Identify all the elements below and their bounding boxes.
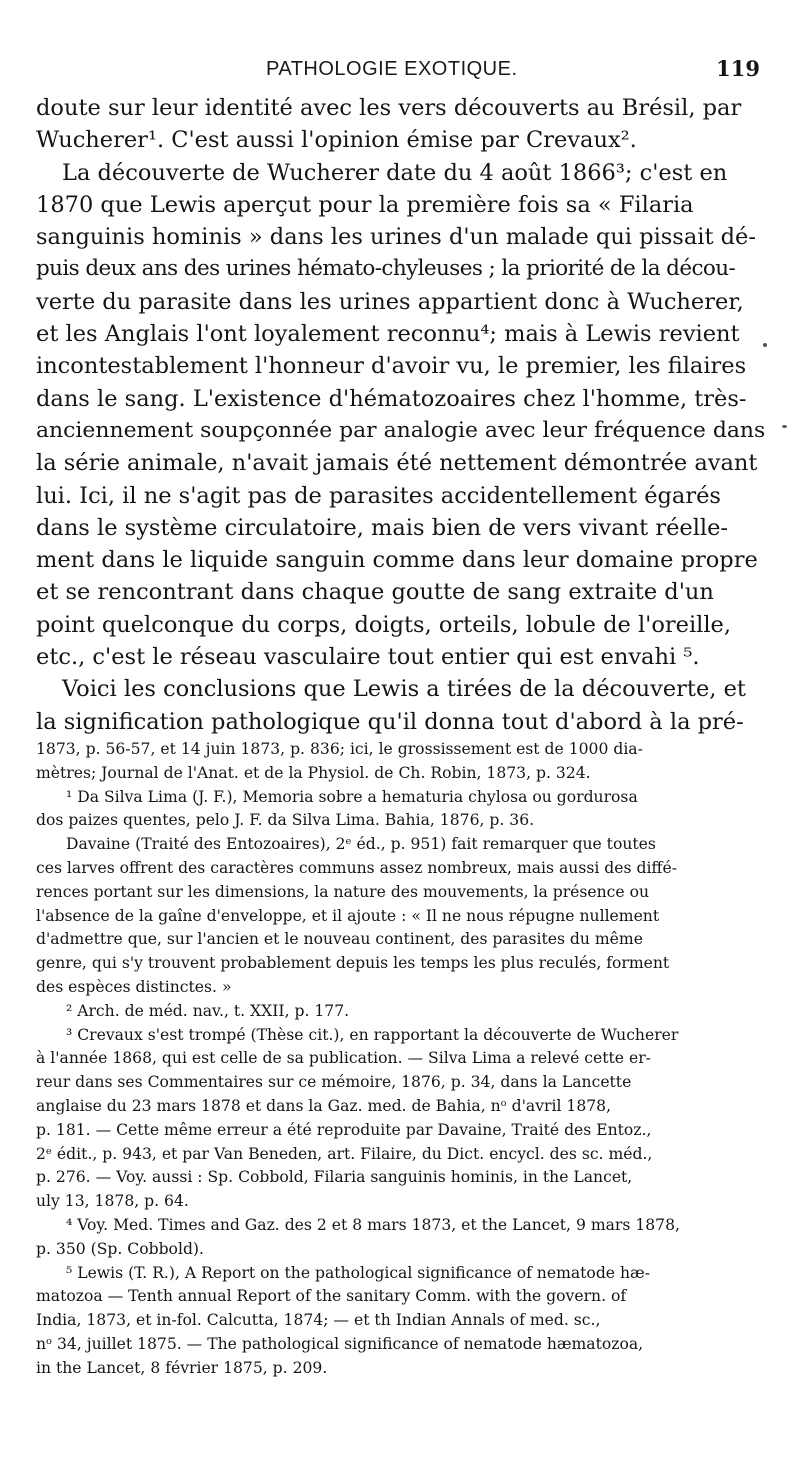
text-line: La découverte de Wucherer date du 4 août 1866³; c'est en (62, 159, 728, 186)
footnote-line: ¹ Da Silva Lima (J. F.), Memoria sobre a hematuria chylosa ou gordurosa (66, 787, 638, 806)
footnote-line: ⁴ Voy. Med. Times and Gaz. des 2 et 8 mars 1873, et the Lancet, 9 mars 1878, (66, 1215, 680, 1234)
footnote-line: Davaine (Traité des Entozoaires), 2ᵉ éd., p. 951) fait remarquer que toutes (66, 835, 656, 854)
text-line: dans le sang. L'existence d'hématozoaires chez l'homme, très- (36, 385, 747, 412)
text-line: ment dans le liquide sanguin comme dans leur domaine propre (36, 547, 758, 574)
footnote-line: à l'année 1868, qui est celle de sa publication. — Silva Lima a relevé cette er- (36, 1049, 651, 1068)
ink-speck (763, 343, 767, 347)
footnotes (36, 738, 766, 1381)
footnote-line: ces larves offrent des caractères communs assez nombreux, mais aussi des diffé- (36, 858, 678, 877)
text-line: la série animale, n'avait jamais été nettement démontrée avant (36, 450, 758, 477)
footnote-line: rences portant sur les dimensions, la nature des mouvements, la présence ou (36, 882, 650, 901)
text-line: et les Anglais l'ont loyalement reconnu⁴; mais à Lewis revient (36, 321, 740, 348)
text-line: etc., c'est le réseau vasculaire tout entier qui est envahi ⁵. (36, 644, 700, 671)
footnote-line: l'absence de la gaîne d'enveloppe, et il ajoute : « Il ne nous répugne nullement (36, 906, 660, 925)
text-line: anciennement soupçonnée par analogie avec leur fréquence dans (36, 417, 766, 443)
footnote-line: 1873, p. 56-57, et 14 juin 1873, p. 836; ici, le grossissement est de 1000 dia- (36, 740, 643, 758)
book-page (36, 0, 766, 1471)
footnote-line: nᵒ 34, juillet 1875. — The pathological significance of nematode hæmatozoa, (36, 1334, 644, 1353)
text-line: incontestablement l'honneur d'avoir vu, le premier, les filaires (36, 353, 747, 380)
footnote-line: p. 181. — Cette même erreur a été reproduite par Davaine, Traité des Entoz., (36, 1120, 652, 1139)
page-header (36, 58, 766, 88)
footnote-line: dos paizes quentes, pelo J. F. da Silva Lima. Bahia, 1876, p. 36. (36, 811, 535, 830)
text-line: la signification pathologique qu'il donna tout d'abord à la pré- (36, 708, 744, 735)
footnote-line: p. 276. — Voy. aussi : Sp. Cobbold, Filaria sanguinis hominis, in the Lancet, (36, 1168, 633, 1187)
footnote-line: ² Arch. de méd. nav., t. XXII, p. 177. (66, 1001, 350, 1020)
page-number: 119 (716, 56, 760, 81)
text-line: 1870 que Lewis aperçut pour la première fois sa « Filaria (36, 191, 694, 218)
footnote-line: India, 1873, et in-fol. Calcutta, 1874; — et th Indian Annals of med. sc., (36, 1311, 601, 1330)
text-line: et se rencontrant dans chaque goutte de sang extraite d'un (36, 579, 714, 606)
footnote-line: anglaise du 23 mars 1878 et dans la Gaz. med. de Bahia, nᵒ d'avril 1878, (36, 1096, 612, 1115)
footnote-line: uly 13, 1878, p. 64. (36, 1192, 189, 1211)
text-line: puis deux ans des urines hémato-chyleuses ; la priorité de la décou- (36, 256, 736, 282)
footnote-line: genre, qui s'y trouvent probablement depuis les temps les plus reculés, forment (36, 954, 670, 973)
main-text (36, 92, 766, 738)
footnote-line: in the Lancet, 8 février 1875, p. 209. (36, 1358, 328, 1377)
text-line: point quelconque du corps, doigts, orteils, lobule de l'oreille, (36, 611, 732, 638)
footnote-line: d'admettre que, sur l'ancien et le nouveau continent, des parasites du même (36, 930, 643, 949)
footnote-line: p. 350 (Sp. Cobbold). (36, 1239, 204, 1258)
ink-speck (782, 425, 787, 428)
running-title: PATHOLOGIE EXOTIQUE. (266, 58, 518, 80)
text-line: Wucherer¹. C'est aussi l'opinion émise par Crevaux². (36, 127, 637, 154)
text-line: sanguinis hominis » dans les urines d'un malade qui pissait dé- (36, 224, 756, 251)
footnote-line: mètres; Journal de l'Anat. et de la Physiol. de Ch. Robin, 1873, p. 324. (36, 763, 591, 782)
footnote-line: ⁵ Lewis (T. R.), A Report on the pathological significance of nematode hæ- (66, 1263, 650, 1282)
text-line: doute sur leur identité avec les vers découverts au Brésil, par (36, 95, 742, 121)
footnote-line: matozoa — Tenth annual Report of the sanitary Comm. with the govern. of (36, 1287, 627, 1306)
footnote-line: reur dans ses Commentaires sur ce mémoire, 1876, p. 34, dans la Lancette (36, 1073, 632, 1092)
footnote-line: 2ᵉ édit., p. 943, et par Van Beneden, art. Filaire, du Dict. encycl. des sc. méd., (36, 1144, 653, 1163)
footnote-line: des espèces distinctes. » (36, 977, 232, 996)
text-line: verte du parasite dans les urines appartient donc à Wucherer, (36, 288, 744, 315)
text-line: lui. Ici, il ne s'agit pas de parasites accidentellement égarés (36, 482, 721, 509)
text-line: dans le système circulatoire, mais bien de vers vivant réelle- (36, 514, 729, 541)
text-line: Voici les conclusions que Lewis a tirées de la découverte, et (62, 676, 746, 703)
footnote-line: ³ Crevaux s'est trompé (Thèse cit.), en rapportant la découverte de Wucherer (66, 1025, 679, 1044)
